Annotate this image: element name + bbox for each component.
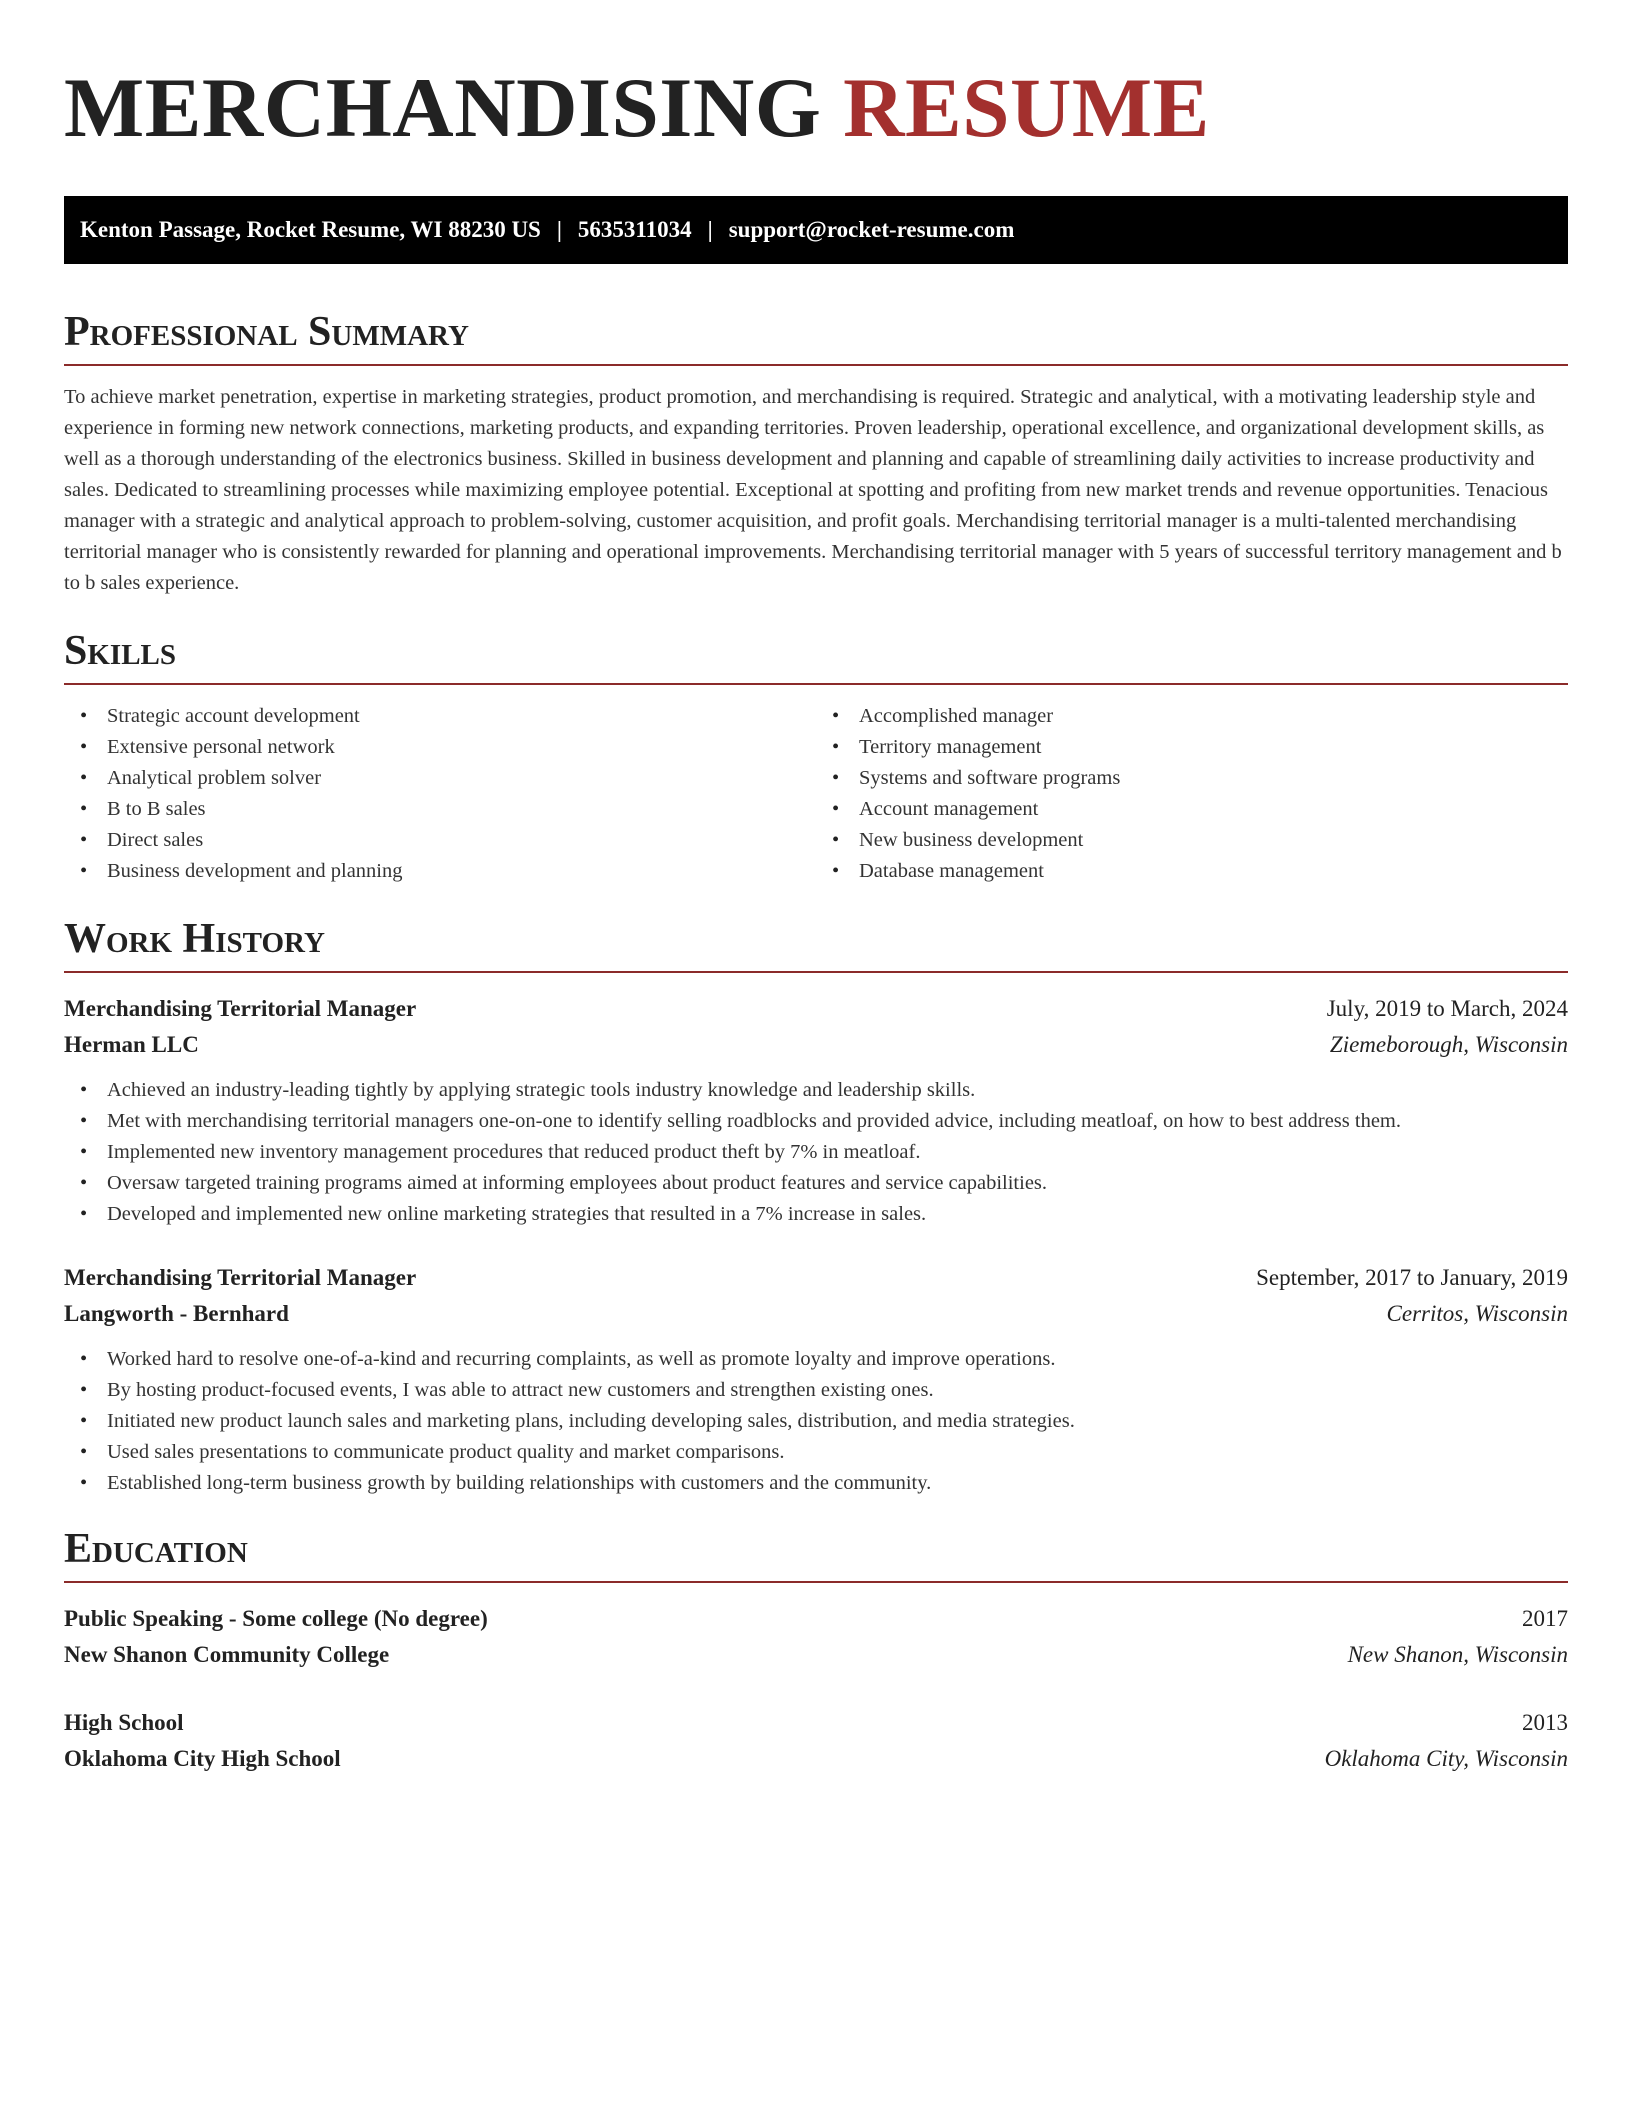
job-bullets: [64, 1344, 1568, 1499]
skills-heading: Skills: [64, 625, 1568, 685]
job-bullet: • Implemented new inventory management procedures that reduced product theft by 7% in meatloaf.: [64, 1137, 1568, 1168]
job-company: Herman LLC: [64, 1032, 199, 1057]
education-degree: Public Speaking - Some college (No degree): [64, 1606, 488, 1631]
skills-grid: [64, 701, 1568, 887]
skill-item: • Territory management: [816, 732, 1568, 763]
skill-item: • B to B sales: [64, 794, 816, 825]
job-header-row: [64, 991, 1568, 1027]
job-entry: [64, 991, 1568, 1230]
job-bullet: • Achieved an industry-leading tightly by applying strategic tools industry knowledge and leadership skills.: [64, 1075, 1568, 1106]
job-bullet: • Initiated new product launch sales and marketing plans, including developing sales, distribution, and media strategies.: [64, 1406, 1568, 1437]
job-location: Ziemeborough, Wisconsin: [1329, 1032, 1568, 1057]
job-dates: September, 2017 to January, 2019: [1256, 1265, 1568, 1290]
education-degree-row: [64, 1705, 1568, 1741]
title-accent: RESUME: [843, 61, 1210, 155]
job-location: Cerritos, Wisconsin: [1386, 1301, 1568, 1326]
education-year: 2013: [1522, 1710, 1568, 1735]
work-history-heading: Work History: [64, 913, 1568, 973]
job-company-row: [64, 1296, 1568, 1332]
skill-item: • Analytical problem solver: [64, 763, 816, 794]
job-bullet: • Developed and implemented new online marketing strategies that resulted in a 7% increase in sales.: [64, 1199, 1568, 1230]
resume-title: [64, 60, 1568, 156]
skill-item: • Business development and planning: [64, 856, 816, 887]
skills-column-right: [816, 701, 1568, 887]
job-bullet: • Oversaw targeted training programs aimed at informing employees about product features and service capabilities.: [64, 1168, 1568, 1199]
contact-separator: |: [556, 217, 562, 242]
job-title: Merchandising Territorial Manager: [64, 996, 417, 1021]
job-bullet: • Worked hard to resolve one-of-a-kind and recurring complaints, as well as promote loyalty and improve operations.: [64, 1344, 1568, 1375]
education-school: Oklahoma City High School: [64, 1746, 341, 1771]
skill-item: • Direct sales: [64, 825, 816, 856]
contact-phone: 5635311034: [577, 217, 692, 242]
job-entry: [64, 1260, 1568, 1499]
skill-item: • Account management: [816, 794, 1568, 825]
education-school: New Shanon Community College: [64, 1642, 390, 1667]
skill-item: • Database management: [816, 856, 1568, 887]
skill-item: • Strategic account development: [64, 701, 816, 732]
job-title: Merchandising Territorial Manager: [64, 1265, 417, 1290]
job-bullet: • By hosting product-focused events, I was able to attract new customers and strengthen existing ones.: [64, 1375, 1568, 1406]
education-year: 2017: [1522, 1606, 1568, 1631]
skill-item: • Accomplished manager: [816, 701, 1568, 732]
job-bullet: • Used sales presentations to communicate product quality and market comparisons.: [64, 1437, 1568, 1468]
contact-email: support@rocket-resume.com: [728, 217, 1015, 242]
summary-text: To achieve market penetration, expertise in marketing strategies, product promotion, and merchandising is required. Strategic and analytical, with a motivating leadership style and experience in forming new network connections, marketing products, and expanding territories. Proven leadership, operational excellence, and organizational development skills, as well as a thorough understanding of the electronics business. Skilled in business development and planning and capable of streamlining daily activities to increase productivity and sales. Dedicated to streamlining processes while maximizing employee potential. Exceptional at spotting and profiting from new market trends and revenue opportunities. Tenacious manager with a strategic and analytical approach to problem-solving, customer acquisition, and profit goals. Merchandising territorial manager is a multi-talented merchandising territorial manager who is consistently rewarded for planning and operational improvements. Merchandising territorial manager with 5 years of successful territory management and b to b sales experience.: [64, 386, 1562, 594]
education-entry: [64, 1601, 1568, 1673]
education-school-row: [64, 1637, 1568, 1673]
skills-column-left: [64, 701, 816, 887]
job-header-row: [64, 1260, 1568, 1296]
job-bullets: [64, 1075, 1568, 1230]
job-company: Langworth - Bernhard: [64, 1301, 289, 1326]
education-entry: [64, 1705, 1568, 1777]
job-bullet: • Established long-term business growth by building relationships with customers and the community.: [64, 1468, 1568, 1499]
contact-address: Kenton Passage, Rocket Resume, WI 88230 US: [80, 217, 541, 242]
skill-item: • Extensive personal network: [64, 732, 816, 763]
skill-item: • New business development: [816, 825, 1568, 856]
education-location: Oklahoma City, Wisconsin: [1324, 1746, 1568, 1771]
summary-heading: Professional Summary: [64, 306, 1568, 366]
contact-separator: |: [707, 217, 713, 242]
contact-bar: [64, 196, 1568, 264]
job-company-row: [64, 1027, 1568, 1063]
skill-item: • Systems and software programs: [816, 763, 1568, 794]
title-main: MERCHANDISING: [64, 61, 822, 155]
job-bullet: • Met with merchandising territorial managers one-on-one to identify selling roadblocks and provided advice, including meatloaf, on how to best address them.: [64, 1106, 1568, 1137]
education-degree: High School: [64, 1710, 184, 1735]
education-degree-row: [64, 1601, 1568, 1637]
education-heading: Education: [64, 1523, 1568, 1583]
education-location: New Shanon, Wisconsin: [1347, 1642, 1568, 1667]
education-school-row: [64, 1741, 1568, 1777]
job-dates: July, 2019 to March, 2024: [1326, 996, 1568, 1021]
